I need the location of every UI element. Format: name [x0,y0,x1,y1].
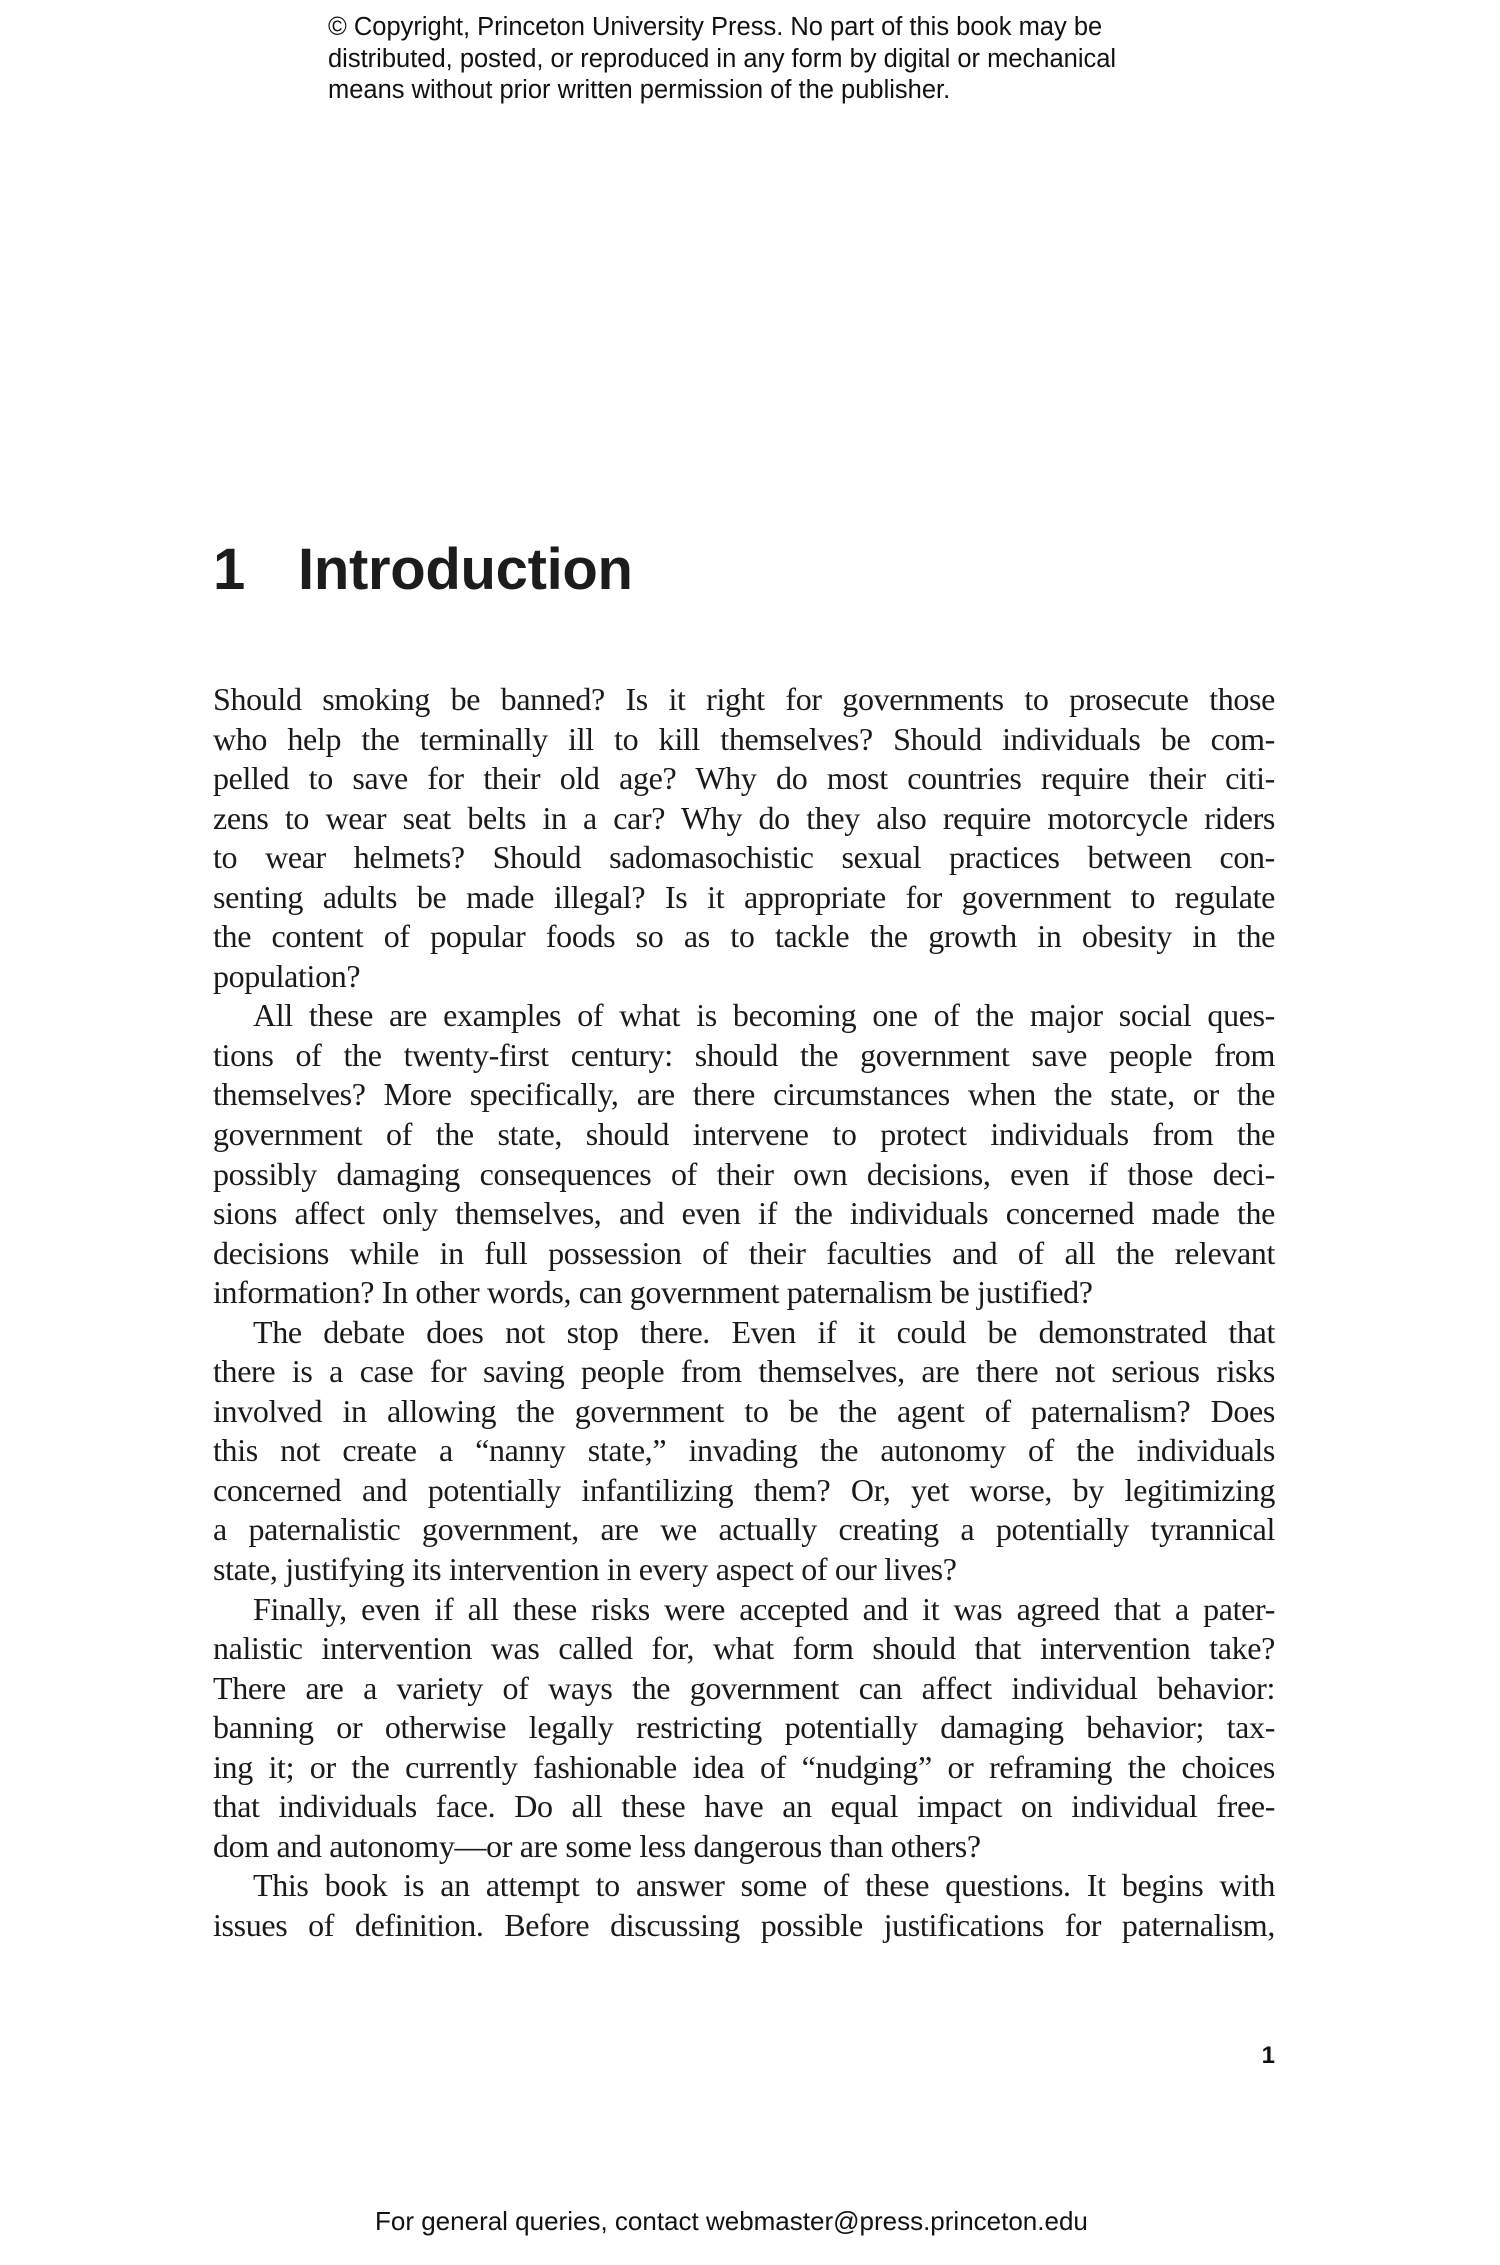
paragraph [213,680,1275,996]
copyright-notice [328,12,1228,107]
text-line: The debate does not stop there. Even if it could be demonstrated that [253,1313,1275,1350]
paragraph [213,1313,1275,1590]
text-line: zens to wear seat belts in a car? Why do they also require motorcycle riders [213,799,1275,836]
copyright-line: means without prior written permission of the publisher. [328,76,951,104]
text-line: Should smoking be banned? Is it right for governments to prosecute those [213,681,1275,717]
text-line: state, justifying its intervention in every aspect of our lives? [213,1551,957,1588]
text-line: senting adults be made illegal? Is it appropriate for government to regulate [213,878,1275,915]
text-line: government of the state, should intervene to protect individuals from the [213,1116,1275,1153]
text-line: there is a case for saving people from themselves, are there not serious risks [213,1353,1275,1390]
text-line: involved in allowing the government to be the agent of paternalism? Does [213,1392,1275,1429]
text-line: population? [213,957,361,994]
text-line: tions of the twenty-first century: should the government save people from [213,1036,1275,1073]
text-line: this not create a “nanny state,” invading the autonomy of the individuals [213,1432,1275,1469]
paragraph [213,1590,1275,1867]
text-line: nalistic intervention was called for, what form should that intervention take? [213,1630,1275,1667]
copyright-line: distributed, posted, or reproduced in any form by digital or mechanical [328,44,1117,73]
body-text [213,680,1275,1946]
text-line: to wear helmets? Should sadomasochistic sexual practices between con- [213,839,1275,876]
text-line: ing it; or the currently fashionable idea of “nudging” or reframing the choices [213,1748,1275,1785]
text-line: a paternalistic government, are we actually creating a potentially tyrannical [213,1511,1275,1548]
footer-contact: For general queries, contact webmaster@press.princeton.edu [375,2206,1088,2236]
chapter-number: 1 [213,537,246,602]
text-line: Finally, even if all these risks were accepted and it was agreed that a pater- [253,1590,1275,1627]
text-line: banning or otherwise legally restricting potentially damaging behavior; tax- [213,1709,1275,1746]
text-line: themselves? More specifically, are there circumstances when the state, or the [213,1076,1275,1113]
text-line: sions affect only themselves, and even if the individuals concerned made the [213,1195,1275,1232]
text-line: issues of definition. Before discussing possible justifications for paternalism, [213,1906,1275,1943]
paragraph [213,996,1275,1312]
text-line: dom and autonomy—or are some less dangerous than others? [213,1827,981,1864]
copyright-line: © Copyright, Princeton University Press. No part of this book may be [328,13,1103,41]
chapter-title: Introduction [298,537,633,602]
text-line: There are a variety of ways the government can affect individual behavior: [213,1669,1275,1706]
text-line: information? In other words, can government paternalism be justified? [213,1274,1093,1311]
text-line: decisions while in full possession of their faculties and of all the relevant [213,1234,1275,1271]
text-line: concerned and potentially infantilizing them? Or, yet worse, by legitimizing [213,1471,1275,1508]
text-line: All these are examples of what is becoming one of the major social ques- [253,997,1275,1034]
text-line: possibly damaging consequences of their own decisions, even if those deci- [213,1155,1275,1192]
text-line: that individuals face. Do all these have an equal impact on individual free- [213,1788,1275,1825]
text-line: the content of popular foods so as to tackle the growth in obesity in the [213,918,1275,955]
text-line: who help the terminally ill to kill themselves? Should individuals be com- [213,720,1275,757]
page-number: 1 [1261,2042,1275,2069]
paragraph [213,1866,1275,1945]
text-line: This book is an attempt to answer some of these questions. It begins with [253,1867,1275,1904]
text-line: pelled to save for their old age? Why do most countries require their citi- [213,760,1275,797]
